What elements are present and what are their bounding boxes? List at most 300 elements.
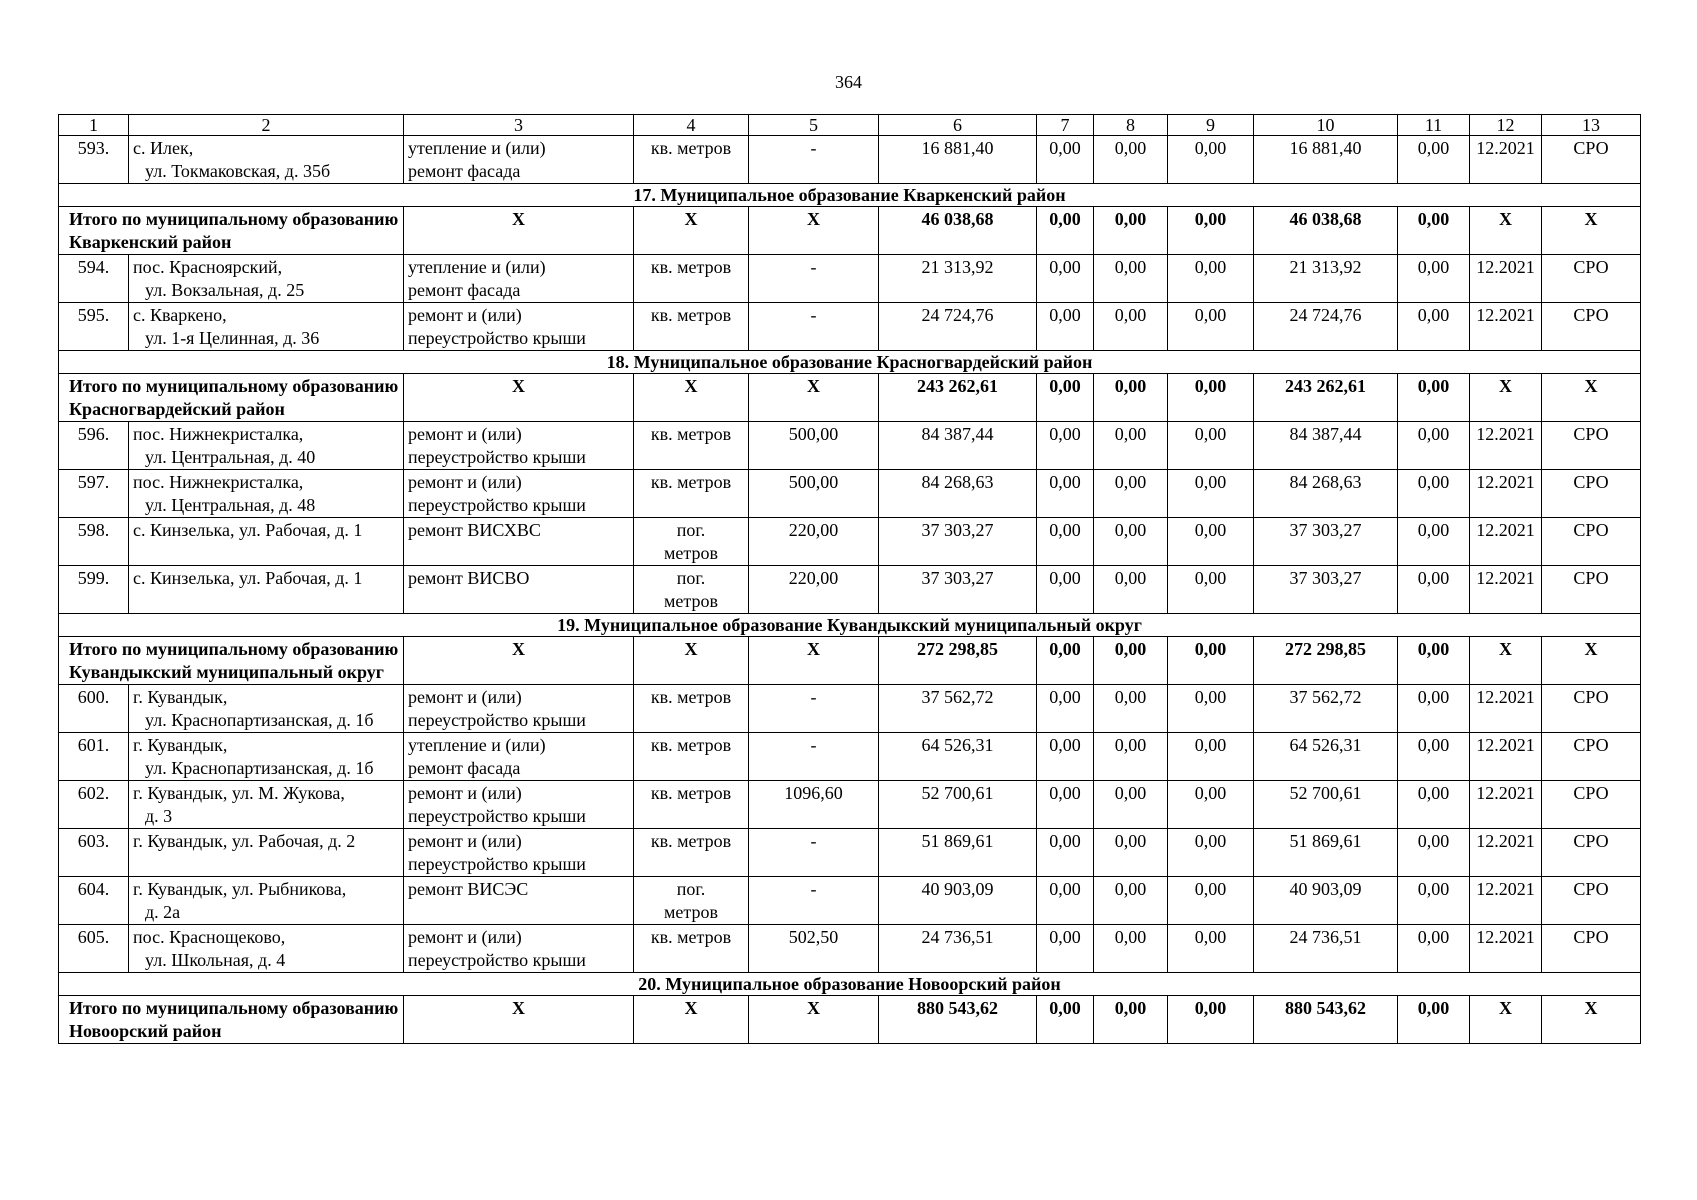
address-line: д. 3 (145, 806, 173, 826)
row-number: 602. (59, 781, 129, 829)
section-header-row (59, 973, 1641, 996)
address-cell (129, 303, 404, 351)
work-type-cell (404, 733, 634, 781)
table-body (59, 115, 1641, 1044)
address-line: пос. Красноярский, (133, 257, 283, 277)
cell-c8: 0,00 (1094, 374, 1168, 422)
column-number: 3 (404, 115, 634, 136)
work-type-line: ремонт ВИСЭС (408, 879, 529, 899)
row-number: 605. (59, 925, 129, 973)
work-type-line: ремонт ВИСХВС (408, 520, 541, 540)
cell-x: Х (749, 637, 879, 685)
cell-c10: 16 881,40 (1254, 136, 1398, 184)
cell-total: 46 038,68 (879, 207, 1037, 255)
cell-c7: 0,00 (1037, 422, 1094, 470)
cell-total: 84 387,44 (879, 422, 1037, 470)
cell-contractor: СРО (1542, 136, 1641, 184)
cell-x: Х (1542, 637, 1641, 685)
work-type-line: ремонт фасада (408, 280, 521, 300)
cell-total: 24 724,76 (879, 303, 1037, 351)
row-number: 597. (59, 470, 129, 518)
cell-x: Х (634, 996, 749, 1044)
cell-c8: 0,00 (1094, 781, 1168, 829)
column-number: 6 (879, 115, 1037, 136)
cell-contractor: СРО (1542, 470, 1641, 518)
column-number: 7 (1037, 115, 1094, 136)
work-type-line: ремонт фасада (408, 758, 521, 778)
row-number: 604. (59, 877, 129, 925)
table-row (59, 255, 1641, 303)
work-type-cell (404, 829, 634, 877)
cell-contractor: СРО (1542, 781, 1641, 829)
cell-c11: 0,00 (1398, 470, 1470, 518)
address-line: с. Кваркено, (133, 305, 227, 325)
section-title: 19. Муниципальное образование Кувандыкский муниципальный округ (59, 614, 1641, 637)
cell-c7: 0,00 (1037, 925, 1094, 973)
subtotal-row (59, 374, 1641, 422)
cell-x: Х (404, 637, 634, 685)
cell-x: Х (749, 374, 879, 422)
cell-total: 64 526,31 (879, 733, 1037, 781)
cell-total: 21 313,92 (879, 255, 1037, 303)
cell-total: 51 869,61 (879, 829, 1037, 877)
table-row (59, 781, 1641, 829)
cell-total: 37 303,27 (879, 566, 1037, 614)
address-cell (129, 925, 404, 973)
column-number: 2 (129, 115, 404, 136)
address-line: ул. Краснопартизанская, д. 1б (145, 710, 374, 730)
cell-c9: 0,00 (1168, 470, 1254, 518)
address-line: г. Кувандык, (133, 735, 228, 755)
cell-total: 272 298,85 (879, 637, 1037, 685)
cell-c10: 51 869,61 (1254, 829, 1398, 877)
cell-total: 37 303,27 (879, 518, 1037, 566)
cell-x: Х (404, 374, 634, 422)
work-type-cell (404, 303, 634, 351)
cell-c7: 0,00 (1037, 781, 1094, 829)
subtotal-label: Итого по муниципальному образованию Кваркенский район (59, 207, 404, 255)
work-type-line: переустройство крыши (408, 854, 586, 874)
table-row (59, 685, 1641, 733)
address-line: ул. Вокзальная, д. 25 (145, 280, 305, 300)
unit-line: пог. (676, 879, 706, 899)
address-cell (129, 566, 404, 614)
cell-c12: 12.2021 (1470, 136, 1542, 184)
cell-c7: 0,00 (1037, 518, 1094, 566)
cell-c8: 0,00 (1094, 303, 1168, 351)
table-row (59, 303, 1641, 351)
cell-total: 40 903,09 (879, 877, 1037, 925)
cell-x: Х (1542, 207, 1641, 255)
cell-quantity: - (749, 255, 879, 303)
work-type-line: ремонт и (или) (408, 305, 522, 325)
cell-c12: 12.2021 (1470, 925, 1542, 973)
cell-c7: 0,00 (1037, 829, 1094, 877)
unit-line: метров (664, 591, 718, 611)
work-type-cell (404, 255, 634, 303)
work-type-line: переустройство крыши (408, 447, 586, 467)
address-cell (129, 781, 404, 829)
cell-c10: 64 526,31 (1254, 733, 1398, 781)
address-line: ул. Токмаковская, д. 35б (145, 161, 331, 181)
unit-cell (634, 255, 749, 303)
unit-line: кв. метров (650, 305, 732, 325)
cell-x: Х (404, 207, 634, 255)
unit-cell (634, 877, 749, 925)
work-type-line: ремонт и (или) (408, 687, 522, 707)
column-number: 11 (1398, 115, 1470, 136)
unit-line: кв. метров (650, 424, 732, 444)
cell-c7: 0,00 (1037, 374, 1094, 422)
cell-c9: 0,00 (1168, 925, 1254, 973)
cell-c10: 272 298,85 (1254, 637, 1398, 685)
work-type-cell (404, 422, 634, 470)
cell-c8: 0,00 (1094, 518, 1168, 566)
work-type-line: переустройство крыши (408, 806, 586, 826)
unit-cell (634, 136, 749, 184)
address-line: пос. Нижнекристалка, (133, 472, 304, 492)
cell-x: Х (634, 637, 749, 685)
cell-c11: 0,00 (1398, 136, 1470, 184)
address-line: ул. 1-я Целинная, д. 36 (145, 328, 320, 348)
cell-quantity: 500,00 (749, 470, 879, 518)
subtotal-label: Итого по муниципальному образованию Новоорский район (59, 996, 404, 1044)
unit-line: пог. (676, 520, 706, 540)
unit-cell (634, 781, 749, 829)
work-type-cell (404, 470, 634, 518)
cell-contractor: СРО (1542, 733, 1641, 781)
cell-x: Х (1470, 996, 1542, 1044)
work-type-line: ремонт и (или) (408, 783, 522, 803)
cell-c12: 12.2021 (1470, 877, 1542, 925)
address-cell (129, 877, 404, 925)
cell-c8: 0,00 (1094, 996, 1168, 1044)
work-type-cell (404, 518, 634, 566)
column-number: 4 (634, 115, 749, 136)
cell-x: Х (1470, 637, 1542, 685)
address-cell (129, 829, 404, 877)
section-title: 20. Муниципальное образование Новоорский район (59, 973, 1641, 996)
cell-c10: 37 303,27 (1254, 566, 1398, 614)
unit-cell (634, 518, 749, 566)
cell-total: 37 562,72 (879, 685, 1037, 733)
table-row (59, 829, 1641, 877)
cell-c12: 12.2021 (1470, 733, 1542, 781)
unit-cell (634, 685, 749, 733)
cell-c8: 0,00 (1094, 422, 1168, 470)
cell-contractor: СРО (1542, 255, 1641, 303)
cell-c8: 0,00 (1094, 685, 1168, 733)
cell-contractor: СРО (1542, 685, 1641, 733)
address-line: ул. Школьная, д. 4 (145, 950, 286, 970)
section-title: 17. Муниципальное образование Кваркенский район (59, 184, 1641, 207)
section-header-row (59, 351, 1641, 374)
cell-c12: 12.2021 (1470, 566, 1542, 614)
cell-c8: 0,00 (1094, 566, 1168, 614)
cell-c8: 0,00 (1094, 733, 1168, 781)
work-type-cell (404, 925, 634, 973)
cell-c10: 84 268,63 (1254, 470, 1398, 518)
cell-c8: 0,00 (1094, 470, 1168, 518)
unit-line: пог. (676, 568, 706, 588)
cell-quantity: 500,00 (749, 422, 879, 470)
work-type-line: ремонт и (или) (408, 831, 522, 851)
cell-quantity: - (749, 685, 879, 733)
work-type-cell (404, 781, 634, 829)
cell-quantity: - (749, 136, 879, 184)
unit-line: кв. метров (650, 735, 732, 755)
address-cell (129, 518, 404, 566)
cell-c7: 0,00 (1037, 996, 1094, 1044)
cell-c11: 0,00 (1398, 733, 1470, 781)
column-number: 5 (749, 115, 879, 136)
cell-c10: 24 736,51 (1254, 925, 1398, 973)
cell-quantity: 220,00 (749, 518, 879, 566)
cell-c9: 0,00 (1168, 422, 1254, 470)
cell-c7: 0,00 (1037, 637, 1094, 685)
cell-c9: 0,00 (1168, 781, 1254, 829)
address-line: с. Кинзелька, ул. Рабочая, д. 1 (133, 568, 363, 588)
cell-contractor: СРО (1542, 303, 1641, 351)
row-number: 603. (59, 829, 129, 877)
cell-c10: 24 724,76 (1254, 303, 1398, 351)
row-number: 601. (59, 733, 129, 781)
cell-x: Х (634, 374, 749, 422)
work-type-cell (404, 877, 634, 925)
cell-total: 16 881,40 (879, 136, 1037, 184)
cell-c7: 0,00 (1037, 566, 1094, 614)
cell-contractor: СРО (1542, 518, 1641, 566)
row-number: 594. (59, 255, 129, 303)
cell-c12: 12.2021 (1470, 422, 1542, 470)
cell-c9: 0,00 (1168, 733, 1254, 781)
address-line: пос. Краснощеково, (133, 927, 286, 947)
cell-contractor: СРО (1542, 422, 1641, 470)
cell-c8: 0,00 (1094, 829, 1168, 877)
cell-c9: 0,00 (1168, 374, 1254, 422)
cell-c10: 37 562,72 (1254, 685, 1398, 733)
cell-quantity: 502,50 (749, 925, 879, 973)
section-title: 18. Муниципальное образование Красногвардейский район (59, 351, 1641, 374)
work-type-line: утепление и (или) (408, 138, 546, 158)
address-cell (129, 685, 404, 733)
cell-c8: 0,00 (1094, 255, 1168, 303)
page-number: 364 (835, 72, 862, 92)
address-line: г. Кувандык, (133, 687, 228, 707)
row-number: 598. (59, 518, 129, 566)
address-cell (129, 470, 404, 518)
work-type-line: утепление и (или) (408, 735, 546, 755)
table-row (59, 136, 1641, 184)
unit-cell (634, 303, 749, 351)
work-type-cell (404, 566, 634, 614)
cell-c12: 12.2021 (1470, 781, 1542, 829)
table-row (59, 470, 1641, 518)
cell-c12: 12.2021 (1470, 829, 1542, 877)
cell-c11: 0,00 (1398, 422, 1470, 470)
table-row (59, 518, 1641, 566)
cell-c9: 0,00 (1168, 566, 1254, 614)
unit-line: кв. метров (650, 783, 732, 803)
unit-line: кв. метров (650, 138, 732, 158)
cell-c7: 0,00 (1037, 877, 1094, 925)
cell-c10: 37 303,27 (1254, 518, 1398, 566)
cell-x: Х (749, 996, 879, 1044)
unit-line: кв. метров (650, 831, 732, 851)
cell-total: 243 262,61 (879, 374, 1037, 422)
cell-x: Х (1470, 207, 1542, 255)
cell-total: 24 736,51 (879, 925, 1037, 973)
cell-x: Х (634, 207, 749, 255)
cell-c10: 52 700,61 (1254, 781, 1398, 829)
unit-cell (634, 733, 749, 781)
row-number: 600. (59, 685, 129, 733)
cell-c9: 0,00 (1168, 685, 1254, 733)
section-header-row (59, 614, 1641, 637)
cell-c11: 0,00 (1398, 829, 1470, 877)
cell-quantity: - (749, 829, 879, 877)
cell-c7: 0,00 (1037, 470, 1094, 518)
cell-c7: 0,00 (1037, 207, 1094, 255)
cell-c10: 21 313,92 (1254, 255, 1398, 303)
cell-x: Х (1542, 374, 1641, 422)
address-line: ул. Центральная, д. 40 (145, 447, 316, 467)
unit-line: метров (664, 902, 718, 922)
cell-c10: 46 038,68 (1254, 207, 1398, 255)
subtotal-row (59, 996, 1641, 1044)
work-type-line: переустройство крыши (408, 495, 586, 515)
unit-cell (634, 925, 749, 973)
cell-x: Х (749, 207, 879, 255)
subtotal-row (59, 637, 1641, 685)
work-type-line: ремонт и (или) (408, 424, 522, 444)
cell-c8: 0,00 (1094, 877, 1168, 925)
work-type-line: ремонт и (или) (408, 472, 522, 492)
cell-total: 84 268,63 (879, 470, 1037, 518)
cell-c7: 0,00 (1037, 136, 1094, 184)
column-number: 10 (1254, 115, 1398, 136)
column-number: 8 (1094, 115, 1168, 136)
cell-c11: 0,00 (1398, 996, 1470, 1044)
cell-quantity: - (749, 303, 879, 351)
unit-line: метров (664, 543, 718, 563)
cell-quantity: - (749, 877, 879, 925)
unit-cell (634, 422, 749, 470)
column-number: 1 (59, 115, 129, 136)
work-type-line: переустройство крыши (408, 710, 586, 730)
cell-c7: 0,00 (1037, 303, 1094, 351)
cell-c11: 0,00 (1398, 781, 1470, 829)
cell-total: 880 543,62 (879, 996, 1037, 1044)
cell-contractor: СРО (1542, 925, 1641, 973)
cell-c9: 0,00 (1168, 255, 1254, 303)
row-number: 599. (59, 566, 129, 614)
cell-c10: 243 262,61 (1254, 374, 1398, 422)
section-header-row (59, 184, 1641, 207)
cell-c7: 0,00 (1037, 685, 1094, 733)
address-line: пос. Нижнекристалка, (133, 424, 304, 444)
cell-c12: 12.2021 (1470, 303, 1542, 351)
cell-c11: 0,00 (1398, 925, 1470, 973)
unit-line: кв. метров (650, 687, 732, 707)
work-type-line: ремонт фасада (408, 161, 521, 181)
cell-c11: 0,00 (1398, 518, 1470, 566)
cell-contractor: СРО (1542, 877, 1641, 925)
unit-cell (634, 470, 749, 518)
table-row (59, 877, 1641, 925)
cell-c11: 0,00 (1398, 877, 1470, 925)
address-cell (129, 255, 404, 303)
address-line: г. Кувандык, ул. Рабочая, д. 2 (133, 831, 356, 851)
work-type-line: ремонт ВИСВО (408, 568, 530, 588)
cell-c11: 0,00 (1398, 303, 1470, 351)
row-number: 596. (59, 422, 129, 470)
cell-c9: 0,00 (1168, 518, 1254, 566)
column-number: 12 (1470, 115, 1542, 136)
address-line: с. Илек, (133, 138, 194, 158)
cell-x: Х (404, 996, 634, 1044)
cell-c11: 0,00 (1398, 685, 1470, 733)
unit-line: кв. метров (650, 257, 732, 277)
cell-c11: 0,00 (1398, 566, 1470, 614)
column-number: 13 (1542, 115, 1641, 136)
unit-line: кв. метров (650, 472, 732, 492)
work-type-line: переустройство крыши (408, 328, 586, 348)
table-row (59, 733, 1641, 781)
address-cell (129, 733, 404, 781)
cell-c9: 0,00 (1168, 637, 1254, 685)
cell-total: 52 700,61 (879, 781, 1037, 829)
cell-c12: 12.2021 (1470, 255, 1542, 303)
cell-contractor: СРО (1542, 829, 1641, 877)
cell-c10: 40 903,09 (1254, 877, 1398, 925)
cell-c9: 0,00 (1168, 877, 1254, 925)
row-number: 593. (59, 136, 129, 184)
cell-c8: 0,00 (1094, 207, 1168, 255)
cell-x: Х (1542, 996, 1641, 1044)
cell-c11: 0,00 (1398, 374, 1470, 422)
cell-contractor: СРО (1542, 566, 1641, 614)
cell-c12: 12.2021 (1470, 685, 1542, 733)
address-line: с. Кинзелька, ул. Рабочая, д. 1 (133, 520, 363, 540)
cell-c8: 0,00 (1094, 136, 1168, 184)
cell-c11: 0,00 (1398, 637, 1470, 685)
cell-c10: 84 387,44 (1254, 422, 1398, 470)
address-cell (129, 422, 404, 470)
cell-c9: 0,00 (1168, 303, 1254, 351)
address-line: г. Кувандык, ул. Рыбникова, (133, 879, 347, 899)
column-number: 9 (1168, 115, 1254, 136)
unit-cell (634, 566, 749, 614)
cell-c9: 0,00 (1168, 207, 1254, 255)
capital-repair-table (58, 114, 1641, 1044)
subtotal-row (59, 207, 1641, 255)
subtotal-label: Итого по муниципальному образованию Красногвардейский район (59, 374, 404, 422)
address-line: ул. Краснопартизанская, д. 1б (145, 758, 374, 778)
cell-quantity: 1096,60 (749, 781, 879, 829)
cell-x: Х (1470, 374, 1542, 422)
unit-cell (634, 829, 749, 877)
work-type-cell (404, 136, 634, 184)
cell-c11: 0,00 (1398, 207, 1470, 255)
work-type-line: ремонт и (или) (408, 927, 522, 947)
work-type-line: утепление и (или) (408, 257, 546, 277)
cell-quantity: 220,00 (749, 566, 879, 614)
cell-c10: 880 543,62 (1254, 996, 1398, 1044)
work-type-line: переустройство крыши (408, 950, 586, 970)
cell-c7: 0,00 (1037, 255, 1094, 303)
unit-line: кв. метров (650, 927, 732, 947)
